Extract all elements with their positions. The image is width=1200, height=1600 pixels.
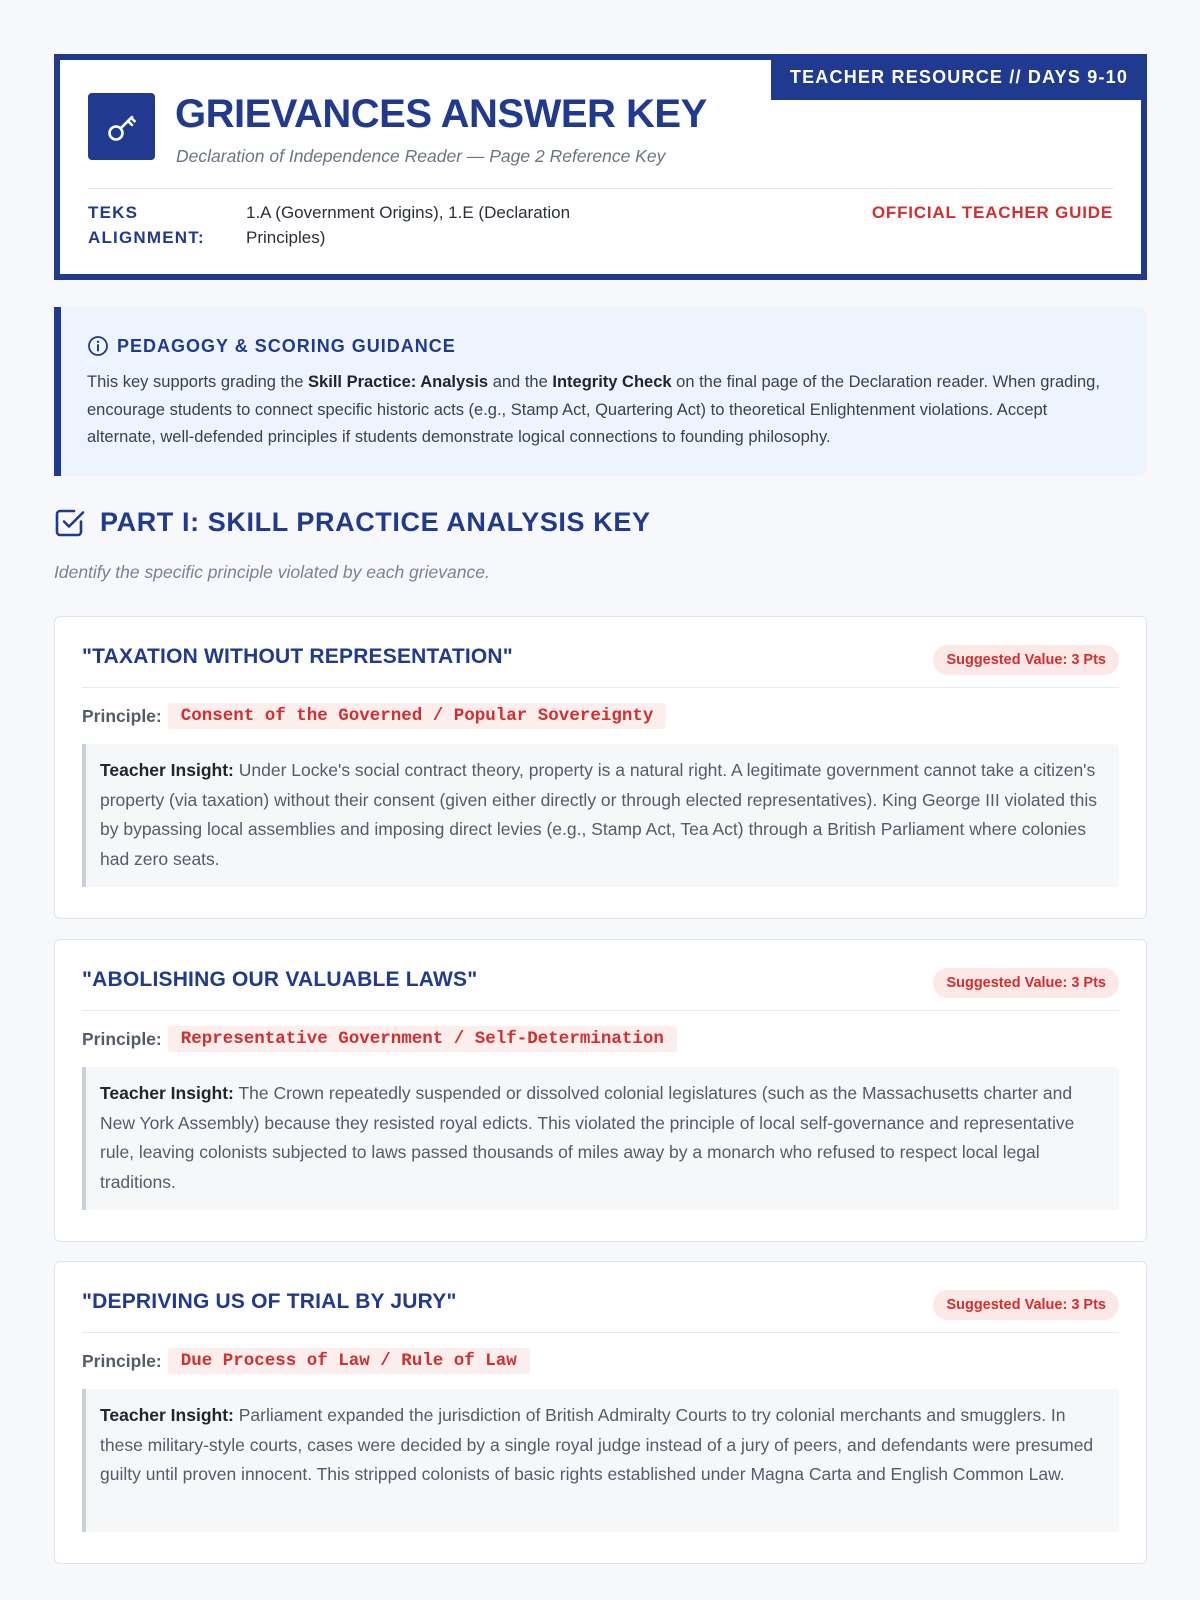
insight-label: Teacher Insight: <box>100 760 234 780</box>
logo <box>88 93 155 160</box>
guidance-text-3: on the final page of the Declaration reader. When grading, encourage students to connect specific historic acts (e.g., Stamp Act, Quartering Act) to theoretical Enlightenment violations. Accept alternate, well-defended principles if students demonstrate logical connections to founding philosophy. <box>87 373 1100 446</box>
page-subtitle: Declaration of Independence Reader — Page 2 Reference Key <box>176 146 666 166</box>
key-icon <box>104 109 140 145</box>
header-divider <box>88 188 1113 189</box>
guidance-bold-integrity-check: Integrity Check <box>552 373 672 391</box>
principle-row <box>82 1348 530 1374</box>
points-badge: Suggested Value: 3 Pts <box>933 968 1119 998</box>
principle-value: Consent of the Governed / Popular Sovereignty <box>168 703 667 729</box>
card-divider <box>82 687 1119 688</box>
header-card <box>54 54 1147 280</box>
guidance-panel <box>54 307 1147 476</box>
official-guide-label: OFFICIAL TEACHER GUIDE <box>871 203 1113 222</box>
principle-label: Principle: <box>82 1350 162 1371</box>
teacher-insight <box>82 1067 1119 1210</box>
guidance-text <box>87 369 1117 452</box>
insight-label: Teacher Insight: <box>100 1405 234 1425</box>
insight-text: Parliament expanded the jurisdiction of British Admiralty Courts to try colonial merchants and smugglers. In these military-style courts, cases were decided by a single royal judge instead of a jury of peers, and defendants were presumed guilty until proven innocent. This stripped colonists of basic rights established under Magna Carta and English Common Law. <box>100 1405 1094 1484</box>
card-divider <box>82 1010 1119 1011</box>
insight-label: Teacher Insight: <box>100 1083 234 1103</box>
guidance-text-2: and the <box>488 373 553 391</box>
page-title: GRIEVANCES ANSWER KEY <box>175 92 707 136</box>
guidance-text-1: This key supports grading the <box>87 373 309 391</box>
grievance-title: "DEPRIVING US OF TRIAL BY JURY" <box>82 1290 457 1313</box>
principle-row <box>82 703 666 729</box>
insight-text: The Crown repeatedly suspended or dissolved colonial legislatures (such as the Massachusetts charter and New York Assembly) because they resisted royal edicts. This violated the principle of local self-governance and representative rule, leaving colonists subjected to laws passed thousands of miles away by a monarch who refused to respect local legal traditions. <box>100 1083 1075 1192</box>
principle-label: Principle: <box>82 1028 162 1049</box>
teks-value: 1.A (Government Origins), 1.E (Declaration Principles) <box>246 203 571 247</box>
part1-heading <box>54 502 1147 542</box>
card-divider <box>82 1332 1119 1333</box>
resource-tag: TEACHER RESOURCE // DAYS 9-10 <box>771 54 1147 100</box>
info-icon <box>87 335 109 357</box>
teacher-insight <box>82 744 1119 887</box>
guidance-header <box>87 335 456 357</box>
part1-title: PART I: SKILL PRACTICE ANALYSIS KEY <box>100 506 651 537</box>
principle-value: Representative Government / Self-Determination <box>168 1026 677 1052</box>
teks-label: TEKS ALIGNMENT: <box>88 203 205 247</box>
checkbox-icon <box>54 506 86 538</box>
points-badge: Suggested Value: 3 Pts <box>933 645 1119 675</box>
grievance-title: "ABOLISHING OUR VALUABLE LAWS" <box>82 968 478 991</box>
insight-text: Under Locke's social contract theory, property is a natural right. A legitimate government cannot take a citizen's property (via taxation) without their consent (given either directly or through elected representatives). King George III violated this by bypassing local assemblies and imposing direct levies (e.g., Stamp Act, Tea Act) through a British Parliament where colonies had zero seats. <box>100 760 1098 869</box>
guidance-bold-skill-practice: Skill Practice: Analysis <box>308 373 489 391</box>
grievance-card <box>54 616 1147 919</box>
teacher-insight <box>82 1389 1119 1532</box>
points-badge: Suggested Value: 3 Pts <box>933 1290 1119 1320</box>
grievance-card <box>54 939 1147 1242</box>
part1-subtitle: Identify the specific principle violated by each grievance. <box>54 562 490 582</box>
grievance-card <box>54 1261 1147 1564</box>
grievance-title: "TAXATION WITHOUT REPRESENTATION" <box>82 645 513 668</box>
principle-label: Principle: <box>82 705 162 726</box>
guidance-title: PEDAGOGY & SCORING GUIDANCE <box>117 335 456 356</box>
principle-value: Due Process of Law / Rule of Law <box>168 1348 530 1374</box>
principle-row <box>82 1026 677 1052</box>
